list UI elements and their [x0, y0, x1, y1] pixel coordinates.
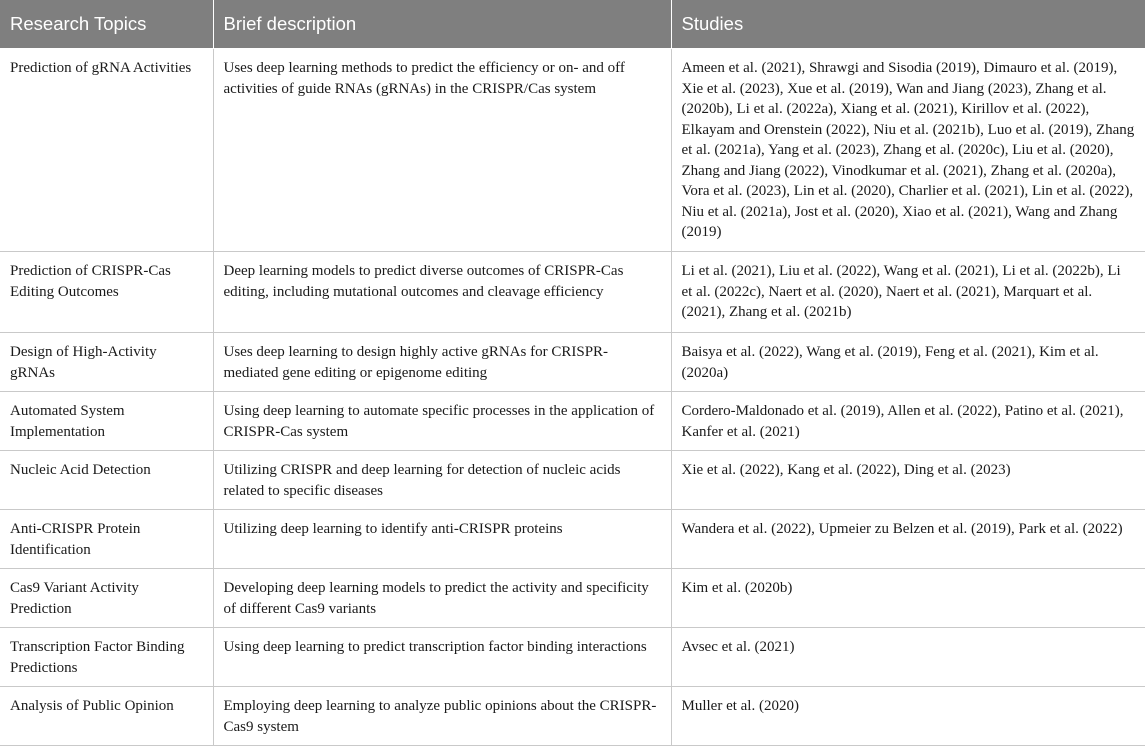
- table-row: [0, 687, 1145, 746]
- topic-cell: Analysis of Public Opinion: [0, 687, 213, 746]
- studies-cell: Kim et al. (2020b): [671, 569, 1145, 628]
- studies-cell: Baisya et al. (2022), Wang et al. (2019), Feng et al. (2021), Kim et al. (2020a): [671, 333, 1145, 392]
- studies-cell: Avsec et al. (2021): [671, 628, 1145, 687]
- description-cell: Utilizing deep learning to identify anti-CRISPR proteins: [213, 510, 671, 569]
- table-header: [0, 0, 1145, 49]
- header-row: [0, 0, 1145, 49]
- table-row: [0, 333, 1145, 392]
- studies-cell: Cordero-Maldonado et al. (2019), Allen et al. (2022), Patino et al. (2021), Kanfer et al. (2021): [671, 392, 1145, 451]
- table-row: [0, 252, 1145, 333]
- header-studies: Studies: [671, 0, 1145, 49]
- description-cell: Utilizing CRISPR and deep learning for detection of nucleic acids related to specific diseases: [213, 451, 671, 510]
- header-research-topics: Research Topics: [0, 0, 213, 49]
- topic-cell: Cas9 Variant Activity Prediction: [0, 569, 213, 628]
- description-cell: Employing deep learning to analyze public opinions about the CRISPR-Cas9 system: [213, 687, 671, 746]
- studies-cell: Muller et al. (2020): [671, 687, 1145, 746]
- topic-cell: Automated System Implementation: [0, 392, 213, 451]
- studies-cell: Ameen et al. (2021), Shrawgi and Sisodia (2019), Dimauro et al. (2019), Xie et al. (2023), Xue et al. (2019), Wan and Jiang (2023), Zhang et al. (2020b), Li et al. (2022a), Xiang et al. (2021), Kirillov et al. (2022), Elkayam and Orenstein (2022), Niu et al. (2021b), Luo et al. (2019), Zhang et al. (2021a), Yang et al. (2023), Zhang et al. (2020c), Liu et al. (2020), Zhang and Jiang (2022), Vinodkumar et al. (2021), Zhang et al. (2020a), Vora et al. (2023), Lin et al. (2020), Charlier et al. (2021), Lin et al. (2022), Niu et al. (2021a), Jost et al. (2020), Xiao et al. (2021), Wang and Zhang (2019): [671, 49, 1145, 252]
- topic-cell: Prediction of gRNA Activities: [0, 49, 213, 252]
- description-cell: Deep learning models to predict diverse outcomes of CRISPR-Cas editing, including mutational outcomes and cleavage efficiency: [213, 252, 671, 333]
- table-row: [0, 628, 1145, 687]
- table-row: [0, 451, 1145, 510]
- topic-cell: Prediction of CRISPR-Cas Editing Outcomes: [0, 252, 213, 333]
- studies-cell: Li et al. (2021), Liu et al. (2022), Wang et al. (2021), Li et al. (2022b), Li et al. (2022c), Naert et al. (2020), Naert et al. (2021), Marquart et al. (2021), Zhang et al. (2021b): [671, 252, 1145, 333]
- table-row: [0, 510, 1145, 569]
- header-brief-description: Brief description: [213, 0, 671, 49]
- description-cell: Using deep learning to predict transcription factor binding interactions: [213, 628, 671, 687]
- description-cell: Using deep learning to automate specific processes in the application of CRISPR-Cas system: [213, 392, 671, 451]
- topic-cell: Anti-CRISPR Protein Identification: [0, 510, 213, 569]
- table-body: [0, 49, 1145, 746]
- studies-cell: Wandera et al. (2022), Upmeier zu Belzen et al. (2019), Park et al. (2022): [671, 510, 1145, 569]
- description-cell: Uses deep learning methods to predict the efficiency or on- and off activities of guide RNAs (gRNAs) in the CRISPR/Cas system: [213, 49, 671, 252]
- topic-cell: Transcription Factor Binding Predictions: [0, 628, 213, 687]
- table-row: [0, 569, 1145, 628]
- topic-cell: Nucleic Acid Detection: [0, 451, 213, 510]
- topic-cell: Design of High-Activity gRNAs: [0, 333, 213, 392]
- description-cell: Developing deep learning models to predict the activity and specificity of different Cas9 variants: [213, 569, 671, 628]
- description-cell: Uses deep learning to design highly active gRNAs for CRISPR-mediated gene editing or epigenome editing: [213, 333, 671, 392]
- table-row: [0, 392, 1145, 451]
- studies-cell: Xie et al. (2022), Kang et al. (2022), Ding et al. (2023): [671, 451, 1145, 510]
- table-row: [0, 49, 1145, 252]
